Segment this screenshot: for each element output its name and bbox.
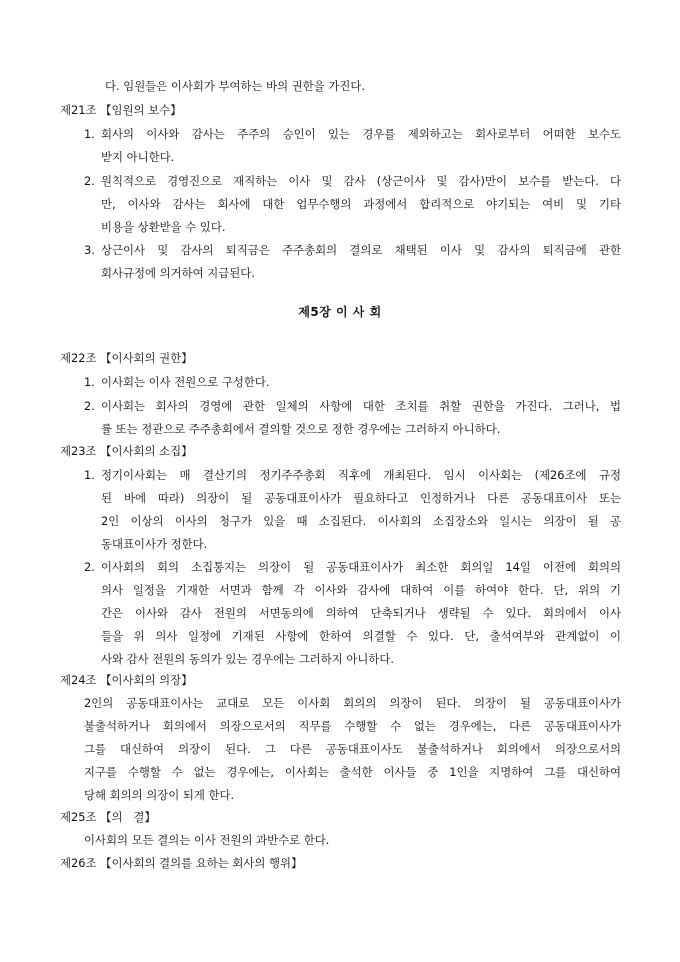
- article-26-heading: 제26조 【이사회의 결의를 요하는 회사의 행위】: [60, 856, 303, 870]
- article-21-item-2-line-2: 만, 이사와 감사는 회사에 대한 업무수행의 과정에서 합리적으로 야기되는 여비 및 기타: [101, 197, 621, 211]
- article-23-item-2-line-2: 의사 일정을 기재한 서면과 함께 각 이사와 감사에 대하여 이를 하여야 한다. 단, 위의 기: [101, 583, 621, 597]
- article-23-item-2-line-3: 간은 이사와 감사 전원의 서면동의에 의하여 단축되거나 생략될 수 있다. 회의에서 이사: [101, 606, 621, 620]
- article-21-item-1-number: 1.: [84, 127, 95, 141]
- article-21-item-2-line-3: 비용을 상환받을 수 있다.: [101, 220, 226, 234]
- article-24-line-2: 불출석하거나 회의에서 의장으로서의 직무를 수행할 수 없는 경우에는, 다른 공동대표이사가: [84, 719, 621, 733]
- article-21-item-3-number: 3.: [84, 243, 95, 257]
- article-24-line-4: 지구를 수행할 수 없는 경우에는, 이사회는 출석한 이사들 중 1인을 지명하여 그를 대신하여: [84, 765, 621, 779]
- article-25-heading: 제25조 【의 결】: [60, 810, 156, 824]
- article-23-item-2-line-1: 이사회의 회의 소집통지는 의장이 될 공동대표이사가 최소한 회의일 14일 이전에 회의의: [101, 560, 621, 574]
- article-23-item-1-line-1: 정기이사회는 매 결산기의 정기주주총회 직후에 개최된다. 임시 이사회는 (제26조에 규정: [101, 468, 621, 482]
- continuation-text: 다. 임원들은 이사회가 부여하는 바의 권한을 가진다.: [105, 79, 366, 93]
- article-21-item-3-line-1: 상근이사 및 감사의 퇴직금은 주주총회의 결의로 채택된 이사 및 감사의 퇴직금에 관한: [101, 243, 621, 257]
- article-22-item-1-line-1: 이사회는 이사 전원으로 구성한다.: [101, 375, 270, 389]
- article-23-item-1-number: 1.: [84, 468, 95, 482]
- article-25-line-1: 이사회의 모든 결의는 이사 전원의 과반수로 한다.: [84, 833, 330, 847]
- article-24-heading: 제24조 【이사회의 의장】: [60, 673, 193, 687]
- article-24-line-3: 그를 대신하여 의장이 된다. 그 다른 공동대표이사도 불출석하거나 회의에서 의장으로서의: [84, 742, 621, 756]
- article-22-item-2-line-2: 률 또는 정관으로 주주총회에서 결의할 것으로 정한 경우에는 그러하지 아니하다.: [101, 422, 501, 436]
- article-21-heading: 제21조 【임원의 보수】: [60, 103, 182, 117]
- article-21-item-2-line-1: 원칙적으로 경영진으로 재직하는 이사 및 감사 (상근이사 및 감사)만이 보수를 받는다. 다: [101, 174, 621, 188]
- article-22-item-2-line-1: 이사회는 회사의 경영에 관한 일체의 사항에 대한 조치를 취할 권한을 가진다. 그러나, 법: [101, 399, 621, 413]
- article-23-item-1-line-3: 2인 이상의 이사의 청구가 있을 때 소집된다. 이사회의 소집장소와 일시는 의장이 될 공: [101, 514, 621, 528]
- article-22-heading: 제22조 【이사회의 권한】: [60, 351, 193, 365]
- article-23-item-1-line-4: 동대표이사가 정한다.: [101, 537, 208, 551]
- article-21-item-3-line-2: 회사규정에 의거하여 지급된다.: [101, 266, 255, 280]
- article-24-line-1: 2인의 공동대표이사는 교대로 모든 이사회 회의의 의장이 된다. 의장이 될 공동대표이사가: [84, 696, 621, 710]
- article-22-item-1-number: 1.: [84, 375, 95, 389]
- article-23-item-2-line-4: 들을 위 의사 일정에 기재된 사항에 한하여 의결할 수 있다. 단, 출석여부와 관계없이 이: [101, 629, 621, 643]
- article-21-item-1-line-1: 회사의 이사와 감사는 주주의 승인이 있는 경우를 제외하고는 회사로부터 어떠한 보수도: [101, 127, 621, 141]
- article-23-heading: 제23조 【이사회의 소집】: [60, 444, 193, 458]
- article-23-item-2-line-5: 사와 감사 전원의 동의가 있는 경우에는 그러하지 아니하다.: [101, 652, 395, 666]
- article-21-item-2-number: 2.: [84, 174, 95, 188]
- chapter-title: 제5장 이 사 회: [298, 305, 382, 319]
- article-23-item-2-number: 2.: [84, 560, 95, 574]
- article-23-item-1-line-2: 된 바에 따라) 의장이 될 공동대표이사가 필요하다고 인정하거나 다른 공동대표이사 또는: [101, 491, 621, 505]
- article-24-line-5: 당해 회의의 의장이 되게 한다.: [84, 788, 235, 802]
- article-22-item-2-number: 2.: [84, 399, 95, 413]
- article-21-item-1-line-2: 받지 아니한다.: [101, 150, 175, 164]
